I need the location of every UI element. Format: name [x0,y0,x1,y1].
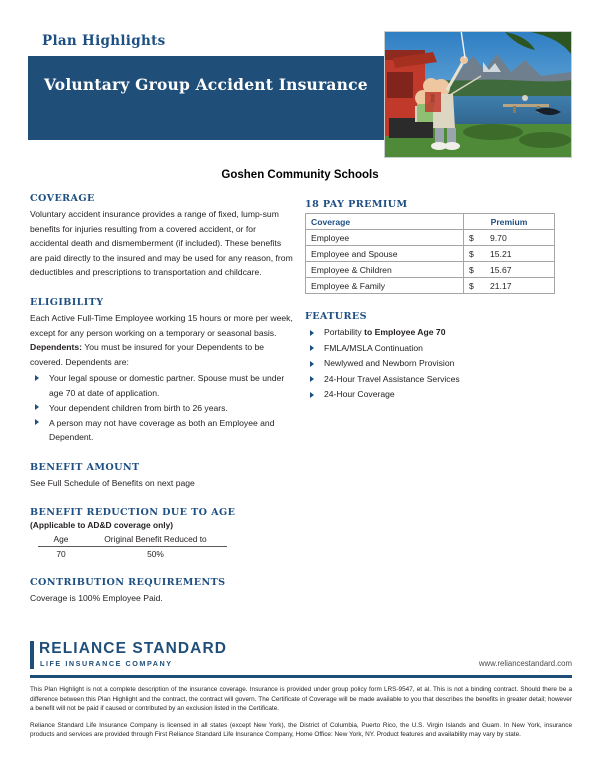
dependents-body: You must be insured for your Dependents to be covered. Dependents are: [30,342,265,367]
cell-amount: 15.67 [485,262,555,278]
cell-amount: 15.21 [485,246,555,262]
photo-illustration [385,32,571,157]
left-column [30,193,295,606]
contribution-body: Coverage is 100% Employee Paid. [30,593,163,604]
brand-logo [30,640,572,673]
contribution-heading: CONTRIBUTION REQUIREMENTS [30,577,226,589]
footer-divider [30,675,572,678]
plan-highlights-eyebrow: Plan Highlights [42,33,166,49]
title-banner [28,56,416,140]
table-row [306,262,555,278]
list-item-label: Newlywed and Newborn Provision [324,358,455,368]
list-item-label: A person may not have coverage as both an Employee and Dependent. [49,417,275,442]
cell-age: 70 [56,548,66,559]
dependents-label: Dependents: [30,342,83,353]
list-item-label: Your dependent children from birth to 26 years. [49,402,228,413]
page-title: Goshen Community Schools [221,169,379,181]
triangle-bullet-icon [310,361,314,367]
cell-amount: 21.17 [485,278,555,294]
table-row [306,278,555,294]
banner-title: Voluntary Group Accident Insurance [44,75,368,94]
benefit-reduction-note: (Applicable to AD&D coverage only) [30,520,174,531]
table-row [38,547,227,561]
benefit-amount-body: See Full Schedule of Benefits on next page [30,477,195,488]
cell-currency: $ [464,246,486,262]
features-list [305,325,555,403]
eligibility-body: Each Active Full-Time Employee working 15 hours or more per week, except for any person working on a temporary or seasonal basis. [30,312,293,338]
triangle-bullet-icon [310,345,314,351]
eligibility-heading: ELIGIBILITY [30,296,104,308]
disclaimer-paragraph-1: This Plan Highlight is not a complete description of the insurance coverage. Insurance is provided under group policy form LRS-9547, et al. This is not a binding contract. Should there be a difference between this Plan Highlight and the contract, the contract will govern. The Certificate of Coverage will be made available to you that describes the benefits in greater detail; however a benefit will not be paid if caused or contributed by an exclusion listed in the Certificate. [30,686,572,713]
table-row [306,246,555,262]
triangle-bullet-icon [35,404,39,410]
list-item [305,372,555,388]
cell-currency: $ [464,262,486,278]
cell-currency: $ [464,278,486,294]
list-item [30,416,295,445]
table-header-row [306,214,555,230]
column-header-coverage: Coverage [306,214,464,230]
column-header-reduced: Original Benefit Reduced to [84,532,227,547]
cell-amount: 9.70 [485,230,555,246]
list-item [305,341,555,357]
triangle-bullet-icon [35,419,39,425]
cell-currency: $ [464,230,486,246]
list-item [30,371,295,400]
logo-company-name: RELIANCE STANDARD [39,640,228,657]
right-column [305,199,555,403]
logo-company-tagline: LIFE INSURANCE COMPANY [40,659,173,668]
triangle-bullet-icon [35,375,39,381]
footer [30,640,572,740]
list-item [305,356,555,372]
triangle-bullet-icon [310,392,314,398]
column-header-age: Age [38,532,84,547]
cell-coverage: Employee & Family [306,278,464,294]
benefit-reduction-heading: BENEFIT REDUCTION DUE TO AGE [30,507,236,519]
list-item-label: Your legal spouse or domestic partner. Spouse must be under age 70 at date of application. [49,373,285,398]
cell-reduced: 50% [147,548,164,559]
coverage-heading: COVERAGE [30,193,95,204]
coverage-body: Voluntary accident insurance provides a range of fixed, lump-sum benefits for injuries resulting from a covered accident, or for accidental death and dismemberment (if included). These benefits are paid directly to the insured and may be used for any reason, from deductibles and prescriptions to transportation and childcare. [30,209,293,278]
list-item [30,401,295,415]
table-header-row [38,532,227,547]
dependents-bullet-list [30,371,295,444]
family-fishing-lake-photo [384,31,572,158]
list-item-label: Portability [324,327,365,337]
column-header-premium: Premium [464,214,555,230]
cell-coverage: Employee and Spouse [306,246,464,262]
triangle-bullet-icon [310,376,314,382]
list-item-label: 24-Hour Coverage [324,389,395,399]
premium-heading: 18 PAY PREMIUM [305,199,408,210]
disclaimer-paragraph-2: Reliance Standard Life Insurance Company is licensed in all states (except New York), the District of Columbia, Puerto Rico, the U.S. Virgin Islands and Guam. In New York, insurance products and services are provided through First Reliance Standard Life Insurance Company, Home Office: New York, NY. Product features and availability may vary by state. [30,721,572,739]
cell-coverage: Employee [306,230,464,246]
features-heading: FEATURES [305,311,367,322]
disclaimer-block [30,685,572,740]
table-row [306,230,555,246]
dependents-paragraph [30,340,295,369]
benefit-amount-heading: BENEFIT AMOUNT [30,461,140,473]
benefit-reduction-table [38,532,227,560]
cell-coverage: Employee & Children [306,262,464,278]
list-item [305,387,555,403]
list-item-label-bold: to Employee Age 70 [364,327,446,337]
logo-accent-bar-icon [30,641,34,669]
triangle-bullet-icon [310,330,314,336]
list-item-label: 24-Hour Travel Assistance Services [324,373,460,384]
list-item [305,325,555,341]
website-url[interactable]: www.reliancestandard.com [478,659,572,668]
list-item-label: FMLA/MSLA Continuation [324,342,423,353]
premium-table [305,213,555,294]
